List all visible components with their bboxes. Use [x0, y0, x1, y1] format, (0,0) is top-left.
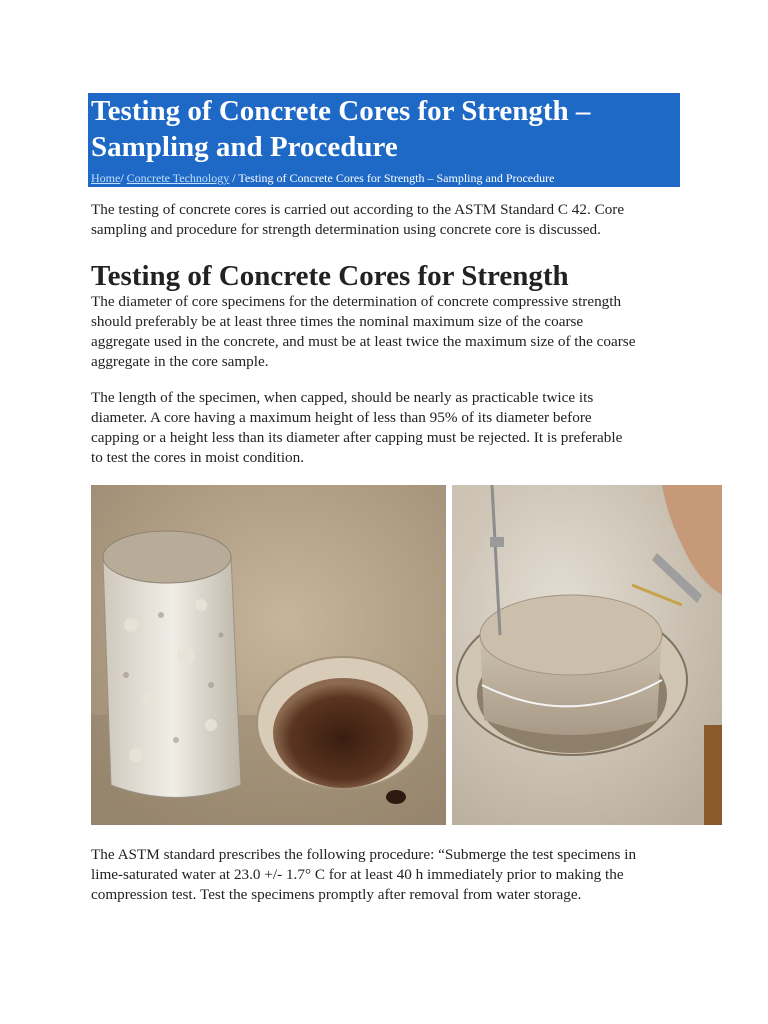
concrete-core-cylinder-photo	[91, 485, 446, 825]
paragraph-line: The length of the specimen, when capped, should be nearly as practicable twice its	[91, 389, 594, 406]
paragraph-core-diameter	[91, 292, 635, 372]
breadcrumb-separator: /	[120, 171, 127, 185]
paragraph-line: to test the cores in moist condition.	[91, 449, 305, 466]
paragraph-line: lime-saturated water at 23.0 +/- 1.7° C for at least 40 h immediately prior to making the	[91, 866, 624, 883]
paragraph-line: diameter. A core having a maximum height of less than 95% of its diameter before	[91, 409, 592, 426]
paragraph-astm-procedure	[91, 845, 636, 905]
page-title-line-1: Testing of Concrete Cores for Strength –	[91, 95, 591, 127]
paragraph-specimen-length	[91, 388, 622, 468]
breadcrumb-home-link[interactable]: Home	[91, 171, 121, 185]
title-banner	[88, 93, 680, 187]
paragraph-line: aggregate in the core sample.	[91, 353, 269, 370]
core-measurement-photo	[452, 485, 722, 825]
intro-line-1: The testing of concrete cores is carried out according to the ASTM Standard C 42. Core	[91, 201, 625, 218]
paragraph-line: should preferably be at least three times the nominal maximum size of the coarse	[91, 313, 584, 330]
breadcrumb-current: / Testing of Concrete Cores for Strength – Sampling and Procedure	[229, 171, 555, 185]
paragraph-line: aggregate used in the concrete, and must be at least twice the maximum size of the coarse	[91, 333, 636, 350]
breadcrumb	[91, 171, 554, 185]
breadcrumb-category-link[interactable]: Concrete Technology	[126, 171, 230, 185]
paragraph-line: capping or a height less than its diameter after capping must be rejected. It is preferable	[91, 429, 623, 446]
paragraph-line: compression test. Test the specimens promptly after removal from water storage.	[91, 886, 582, 903]
page-title-line-2: Sampling and Procedure	[91, 131, 398, 163]
intro-paragraph	[91, 200, 624, 240]
concrete-core-image	[91, 485, 446, 825]
intro-line-2: sampling and procedure for strength determination using concrete core is discussed.	[91, 221, 601, 238]
paragraph-line: The diameter of core specimens for the determination of concrete compressive strength	[91, 293, 622, 310]
page-title	[91, 93, 590, 165]
core-measurement-image	[452, 485, 722, 825]
section-heading: Testing of Concrete Cores for Strength	[91, 260, 569, 292]
paragraph-line: The ASTM standard prescribes the following procedure: “Submerge the test specimens in	[91, 846, 637, 863]
